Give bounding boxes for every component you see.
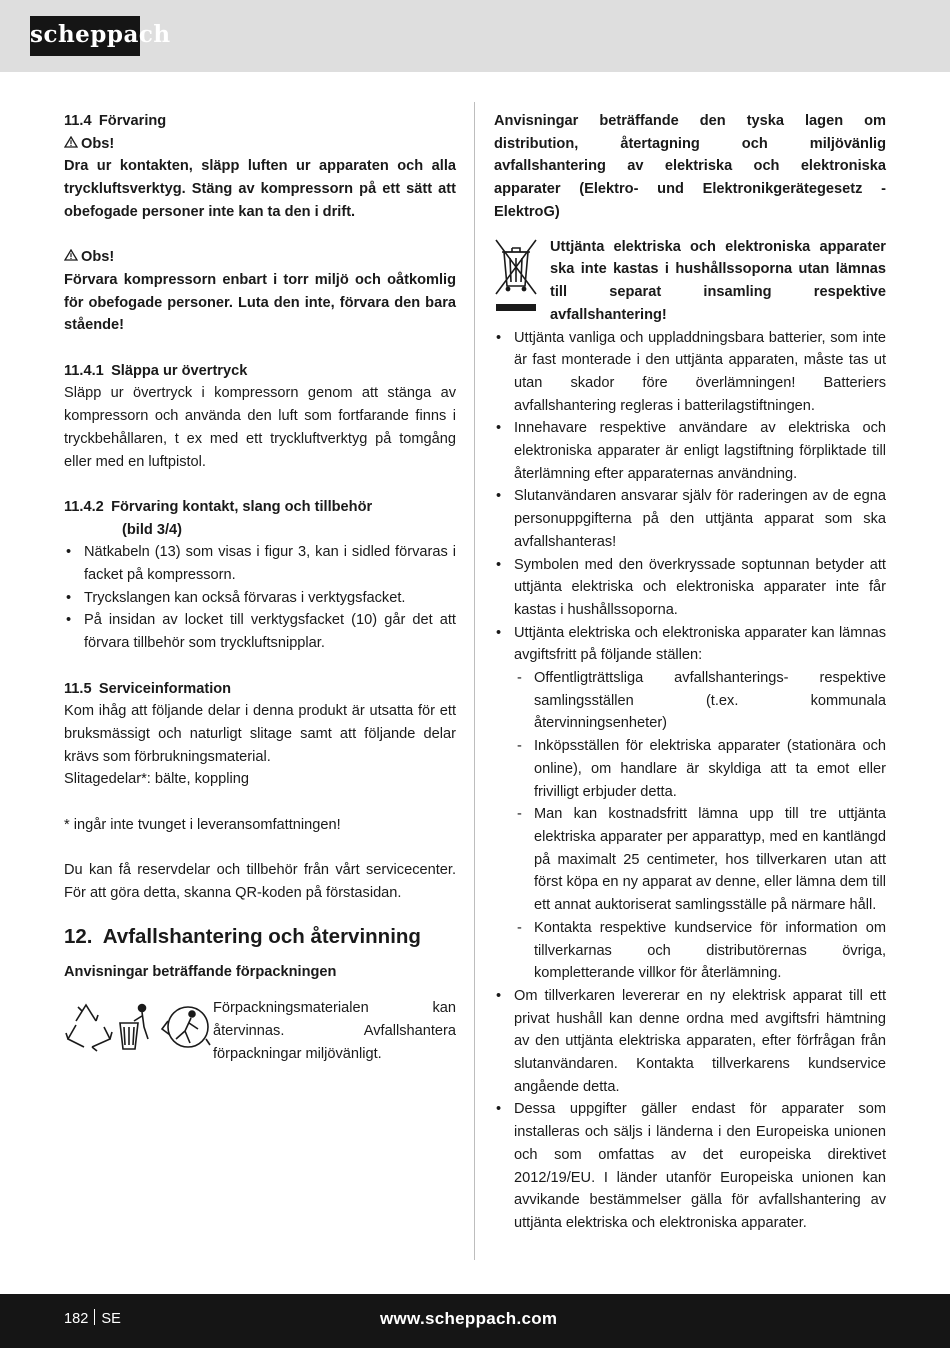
header-bar [0, 0, 950, 72]
wear-parts: Slitagedelar*: bälte, koppling [64, 771, 249, 788]
section-11-4-1-text: Släpp ur övertryck i kompressorn genom att stänga av kompressorn och använda den luft som fortfarande finns i tryckbehållaren, t ex med ett tryckluftverktyg på tomgång eller med en luftpistol. [64, 385, 456, 470]
website-url: www.scheppach.com [380, 1309, 558, 1328]
footnote: * ingår inte tvunget i leveransomfattningen! [64, 816, 341, 833]
packaging-subtitle: Anvisningar beträffande förpackningen [64, 963, 337, 980]
crossed-out-bin-icon [494, 238, 538, 318]
list-item: • Uttjänta vanliga och uppladdningsbara batterier, som inte är fast monterade i den uttjänta apparaten, måste tas ut utan skador före överlämningen! Batteriers avfallshantering regleras i batterilagstiftningen. [494, 327, 886, 418]
list-item: - Man kan kostnadsfritt lämna upp till tre uttjänta elektriska apparater per apparattyp, med en kantlängd på maximalt 25 centimeter, hos tillverkaren utan att först köpa en ny apparat av denne, eller lämna dem till ett annat auktoriserat samlingsställe på närmare håll. [514, 803, 886, 917]
collection-places-intro: Uttjänta elektriska och elektroniska apparater kan lämnas avgiftsfritt på följande ställen: [514, 624, 886, 664]
section-11-4-1-title: 11.4.1 Släppa ur övertryck [64, 362, 248, 379]
list-item [494, 622, 886, 985]
scheppach-logo: scheppach [30, 16, 140, 56]
section-11-4-2-title: 11.4.2 Förvaring kontakt, slang och tillbehör [64, 498, 373, 515]
weee-block [494, 236, 886, 327]
service-text: Du kan få reservdelar och tillbehör från vårt servicecenter. För att göra detta, skanna QR-koden på förstasidan. [64, 862, 456, 901]
language-code: SE [101, 1311, 121, 1327]
bin-person-icon [120, 1005, 148, 1050]
list-item: • Dessa uppgifter gäller endast för apparater som installeras och säljs i länderna i den Europeiska unionen och som omfattas av det europeiska direktivet 2012/19/EU. I länder utanför Europeiska unionen kan avvikande bestämmelser gälla för avfallshantering av uttjänta elektriska och elektroniska apparater. [494, 1098, 886, 1234]
right-column [494, 110, 886, 1235]
recycling-block [64, 997, 456, 1067]
section-12-title: 12. Avfallshantering och återvinning [64, 924, 421, 948]
recycling-text: Förpackningsmaterialen kan återvinnas. Avfallshantera förpackningar miljövänligt. [213, 1000, 456, 1062]
page-indicator [64, 1308, 121, 1330]
disposal-list [494, 327, 886, 1235]
warning-obs-1: Obs! [64, 133, 456, 156]
warning-text-2: Förvara kompressorn enbart i torr miljö och oåtkomlig för obefogade personer. Luta den inte, förvara den bara stående! [64, 271, 456, 334]
recycling-icons [64, 999, 212, 1055]
warning-text-1: Dra ur kontakten, släpp luften ur apparaten och alla tryckluftsverktyg. Stäng av kompressorn på ett sätt att obefogade personer inte kan ta den i drift. [64, 158, 456, 220]
list-item: • Innehavare respektive användare av elektriska och elektroniska apparater är enligt lagstiftning förpliktade till återlämning efter apparaternas användning. [494, 417, 886, 485]
collection-places-list [514, 667, 886, 985]
page-separator [94, 1309, 95, 1325]
elektrog-heading: Anvisningar beträffande den tyska lagen om distribution, återtagning och miljövänlig avfallshantering av elektriska och elektroniska apparater (Elektro- und Elektronikgerätegesetz - ElektroG) [494, 113, 886, 220]
list-item: - Offentligträttsliga avfallshanterings- respektive samlingsställen (t.ex. kommunala återvinningsenheter) [514, 667, 886, 735]
section-11-5-title: 11.5 Serviceinformation [64, 680, 232, 697]
list-item: • Om tillverkaren levererar en ny elektrisk apparat till ett privat hushåll kan denne ordna med avgiftsfri hämtning av den uttjänta elektriska apparaten, efter förfrågan från slutanvändaren. Kontakta tillverkarens kundservice angående detta. [494, 985, 886, 1099]
section-11-4-title: 11.4 Förvaring [64, 113, 167, 129]
section-11-5-text: Kom ihåg att följande delar i denna produkt är utsatta för ett bruksmässigt och naturligt slitage samt att följande delar krävs som förbrukningsmaterial. [64, 703, 456, 765]
section-11-4-2-subtitle: (bild 3/4) [122, 521, 182, 538]
recycling-person-icon [162, 1007, 210, 1047]
warning-triangle-icon [64, 246, 81, 269]
footer-bar [0, 1294, 950, 1348]
list-item: • Slutanvändaren ansvarar själv för raderingen av de egna personuppgifterna på den uttjänta apparat som ska avfallshanteras! [494, 485, 886, 553]
column-divider [474, 102, 475, 1260]
warning-triangle-icon [64, 133, 81, 156]
list-item: • På insidan av locket till verktygsfacket (10) går det att förvara tillbehör som tryckluftsnipplar. [64, 609, 456, 654]
list-item: • Tryckslangen kan också förvaras i verktygsfacket. [64, 587, 456, 610]
storage-list [64, 541, 456, 655]
recycle-arrows-icon [66, 1005, 112, 1051]
page-number: 182 [64, 1311, 89, 1327]
warning-obs-2: Obs! [64, 246, 456, 269]
list-item: • Symbolen med den överkryssade soptunnan betyder att uttjänta elektriska och elektroniska apparater inte får kastas i hushållssoporna. [494, 554, 886, 622]
weee-text: Uttjänta elektriska och elektroniska apparater ska inte kastas i hushållssoporna utan lämnas till separat insamling respektive avfallshantering! [550, 238, 886, 323]
list-item: - Inköpsställen för elektriska apparater (stationära och online), om handlare är skyldiga att ta emot eller frivilligt erbjuder detta. [514, 735, 886, 803]
list-item: • Nätkabeln (13) som visas i figur 3, kan i sidled förvaras i facket på kompressorn. [64, 541, 456, 586]
left-column [64, 110, 456, 1067]
list-item: - Kontakta respektive kundservice för information om tillverkarnas och distributörernas övriga, kompletterande villkor för återlämning. [514, 917, 886, 985]
